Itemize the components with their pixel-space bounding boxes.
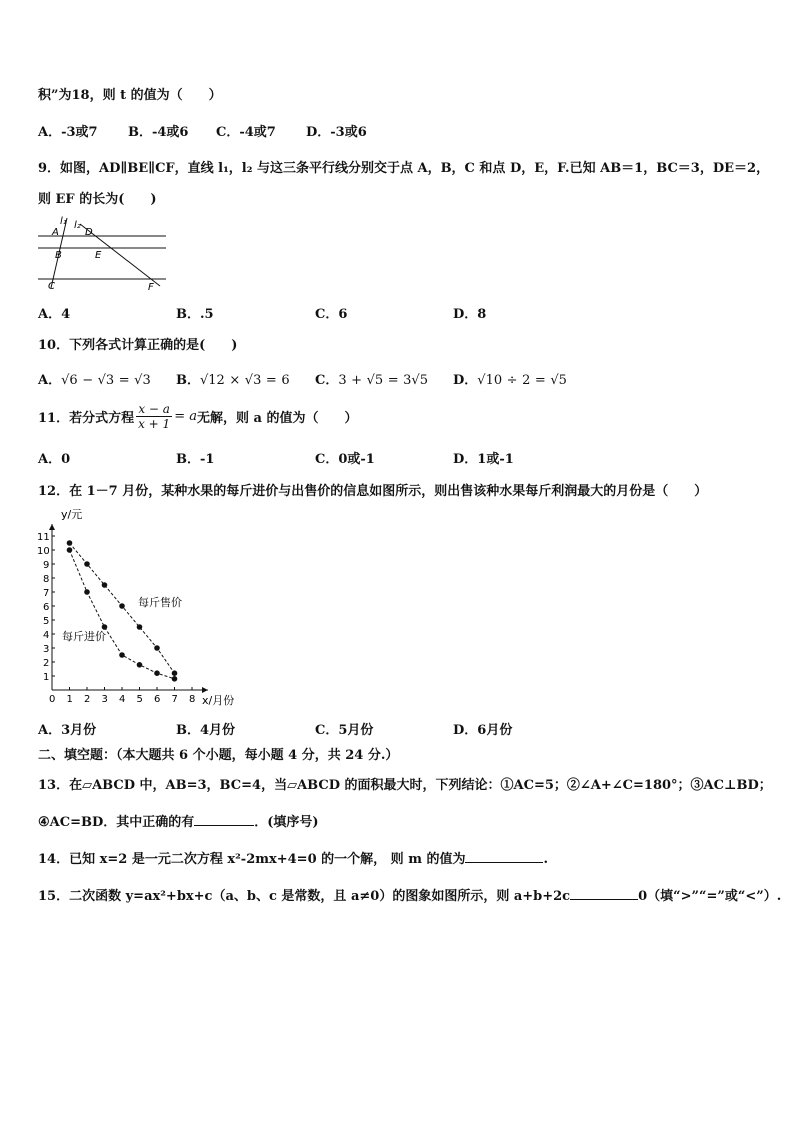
x-tick-label: 3 <box>101 694 108 705</box>
q13-line1: 13．在▱ABCD 中，AB=3，BC=4，当▱ABCD 的面积最大时，下列结论：①AC=5；②∠A+∠C=180°；③AC⊥BD； <box>38 778 772 793</box>
chart-ticks <box>37 532 195 705</box>
series-label-cost: 每斤进价 <box>62 630 106 643</box>
q9-stem-line1: 9．如图，AD∥BE∥CF，直线 l₁，l₂ 与这三条平行线分别交于点 A，B，C 和点 D，E，F.已知 AB＝1，BC＝3，DE＝2， <box>38 161 770 176</box>
q9-option-d: D．8 <box>453 307 487 322</box>
q11-fraction <box>136 402 172 431</box>
q12-stem: 12．在 1－7 月份，某种水果的每斤进价与出售价的信息如图所示，则出售该种水果每斤利润最大的月份是（ ） <box>38 484 708 499</box>
label-e: E <box>95 250 102 261</box>
q9-option-b: B．.5 <box>176 307 214 322</box>
y-tick-label: 6 <box>43 602 50 613</box>
y-tick-label: 3 <box>43 644 50 655</box>
q10-option-c-t3: √5 <box>366 373 384 388</box>
y-axis-arrow <box>49 524 55 530</box>
q10-option-a-label: A． <box>38 373 62 388</box>
series-point-1 <box>67 547 73 553</box>
series-point-1 <box>154 670 160 676</box>
label-b: B <box>55 250 62 261</box>
q12-option-c: C．5月份 <box>315 723 374 738</box>
q10-option-d-t5: √5 <box>550 373 567 388</box>
series-point-1 <box>119 652 125 658</box>
q13-line2-text: ④AC=BD．其中正确的有 <box>38 815 195 830</box>
q13-answer-blank[interactable] <box>194 813 254 826</box>
q8-stem-tail: 积”为18，则 t 的值为（ ） <box>38 88 222 103</box>
series-point-0 <box>154 645 160 651</box>
q11-equals: = a <box>174 409 197 424</box>
q10-option-c <box>315 369 428 388</box>
series-point-0 <box>137 624 143 630</box>
q12-option-a: A．3月份 <box>38 723 97 738</box>
series-point-1 <box>172 676 178 682</box>
q10-option-d-label: D． <box>453 373 478 388</box>
q10-option-b-t4: = <box>265 373 277 388</box>
label-a: A <box>52 227 59 238</box>
series-point-1 <box>84 589 90 595</box>
q15-prefix: 15．二次函数 y=ax²+bx+c（a、b、c 是常数，且 a≠0）的图象如图所示，则 a+b+2c <box>38 889 571 904</box>
q11-suffix: 无解，则 a 的值为（ ） <box>196 411 358 426</box>
q15-suffix: 0（填“>”“=”或“<”）. <box>638 889 782 904</box>
label-f: F <box>148 282 154 292</box>
q11-option-d: D．1或-1 <box>453 452 514 467</box>
q10-option-a-t4: = <box>118 373 130 388</box>
q10-option-b-t5: 6 <box>281 373 290 388</box>
y-tick-label: 4 <box>43 630 50 641</box>
q15-stem <box>38 885 781 904</box>
q10-option-a-t5: √3 <box>134 373 151 388</box>
y-tick-label: 7 <box>43 588 50 599</box>
q11-numerator: x − a <box>138 402 170 416</box>
q10-option-a-t3: √3 <box>97 373 115 388</box>
q13-line2 <box>38 811 319 830</box>
q10-option-c-t1: 3 <box>338 373 347 388</box>
q10-option-d-t1: √10 <box>477 373 503 388</box>
q13-line2-suffix: ．(填序号) <box>254 815 319 830</box>
label-d: D <box>85 227 93 238</box>
x-tick-label: 7 <box>171 694 178 705</box>
chart-xlabel: x/月份 <box>202 694 235 707</box>
q9-option-a: A．4 <box>38 307 71 322</box>
x-tick-label: 0 <box>49 694 56 705</box>
series-label-sell: 每斤售价 <box>138 596 182 609</box>
series-point-1 <box>102 624 108 630</box>
x-tick-label: 2 <box>84 694 91 705</box>
chart-axes <box>49 524 208 693</box>
section2-heading: 二、填空题：（本大题共 6 个小题，每小题 4 分，共 24 分.） <box>38 748 399 763</box>
q8-option-a: A．-3或7 <box>38 125 98 140</box>
q12-option-b: B．4月份 <box>176 723 236 738</box>
q14-stem <box>38 848 548 867</box>
y-tick-label: 5 <box>43 616 50 627</box>
x-tick-label: 4 <box>119 694 126 705</box>
q8-option-c: C．-4或7 <box>216 125 276 140</box>
q9-stem-line2: 则 EF 的长为( ) <box>38 192 157 207</box>
q15-answer-blank[interactable] <box>570 887 638 900</box>
q10-option-a-t2: − <box>82 373 94 388</box>
q10-option-d-t2: ÷ <box>506 373 518 388</box>
q11-denominator: x + 1 <box>138 417 171 431</box>
q9-figure <box>34 212 174 292</box>
label-l2: l₂ <box>74 220 81 231</box>
label-l1: l₁ <box>60 216 67 227</box>
q10-stem: 10．下列各式计算正确的是( ) <box>38 338 238 353</box>
q10-option-b-t2: × <box>229 373 241 388</box>
series-line-1 <box>70 550 175 679</box>
q14-suffix: . <box>543 852 549 867</box>
x-axis-arrow <box>202 687 208 693</box>
q11-option-b: B．-1 <box>176 452 215 467</box>
q11-option-a: A．0 <box>38 452 71 467</box>
q11-prefix: 11．若分式方程 <box>38 411 135 426</box>
chart-series <box>67 540 178 681</box>
y-tick-label: 11 <box>37 532 50 543</box>
q10-option-b <box>176 369 290 388</box>
q11-option-c: C．0或-1 <box>315 452 375 467</box>
q10-option-d-t3: 2 <box>522 373 531 388</box>
series-point-0 <box>84 561 90 567</box>
y-tick-label: 2 <box>43 658 50 669</box>
x-tick-label: 8 <box>189 694 196 705</box>
q12-option-d: D．6月份 <box>453 723 513 738</box>
q8-option-b: B．-4或6 <box>128 125 189 140</box>
q14-answer-blank[interactable] <box>465 850 543 863</box>
series-point-0 <box>172 670 178 676</box>
x-tick-label: 5 <box>136 694 143 705</box>
q10-option-d-t4: = <box>534 373 546 388</box>
q9-option-c: C．6 <box>315 307 348 322</box>
q10-option-a-t1: √6 <box>61 373 78 388</box>
q14-prefix: 14．已知 x=2 是一元二次方程 x²-2mx+4=0 的一个解， 则 m 的值为 <box>38 852 466 867</box>
q10-option-c-label: C． <box>315 373 339 388</box>
series-point-0 <box>102 582 108 588</box>
q10-option-c-t2: + <box>351 373 363 388</box>
y-tick-label: 9 <box>43 560 50 571</box>
series-point-0 <box>67 540 73 546</box>
q10-option-b-t3: √3 <box>244 373 262 388</box>
q10-option-a <box>38 369 151 388</box>
series-point-1 <box>137 662 143 668</box>
q10-option-b-t1: √12 <box>200 373 225 388</box>
chart-ylabel: y/元 <box>61 508 83 521</box>
y-tick-label: 8 <box>43 574 50 585</box>
q10-option-c-t4: = <box>387 373 399 388</box>
y-tick-label: 10 <box>37 546 50 557</box>
q12-chart <box>30 504 255 710</box>
q10-option-c-t5: 3√5 <box>403 373 428 388</box>
q11-stem <box>38 402 357 431</box>
x-tick-label: 6 <box>154 694 161 705</box>
x-tick-label: 1 <box>66 694 73 705</box>
label-c: C <box>48 281 55 292</box>
series-point-0 <box>119 603 125 609</box>
y-tick-label: 1 <box>43 672 50 683</box>
q8-option-d: D．-3或6 <box>306 125 367 140</box>
q10-option-d <box>453 369 567 388</box>
q10-option-b-label: B． <box>176 373 200 388</box>
